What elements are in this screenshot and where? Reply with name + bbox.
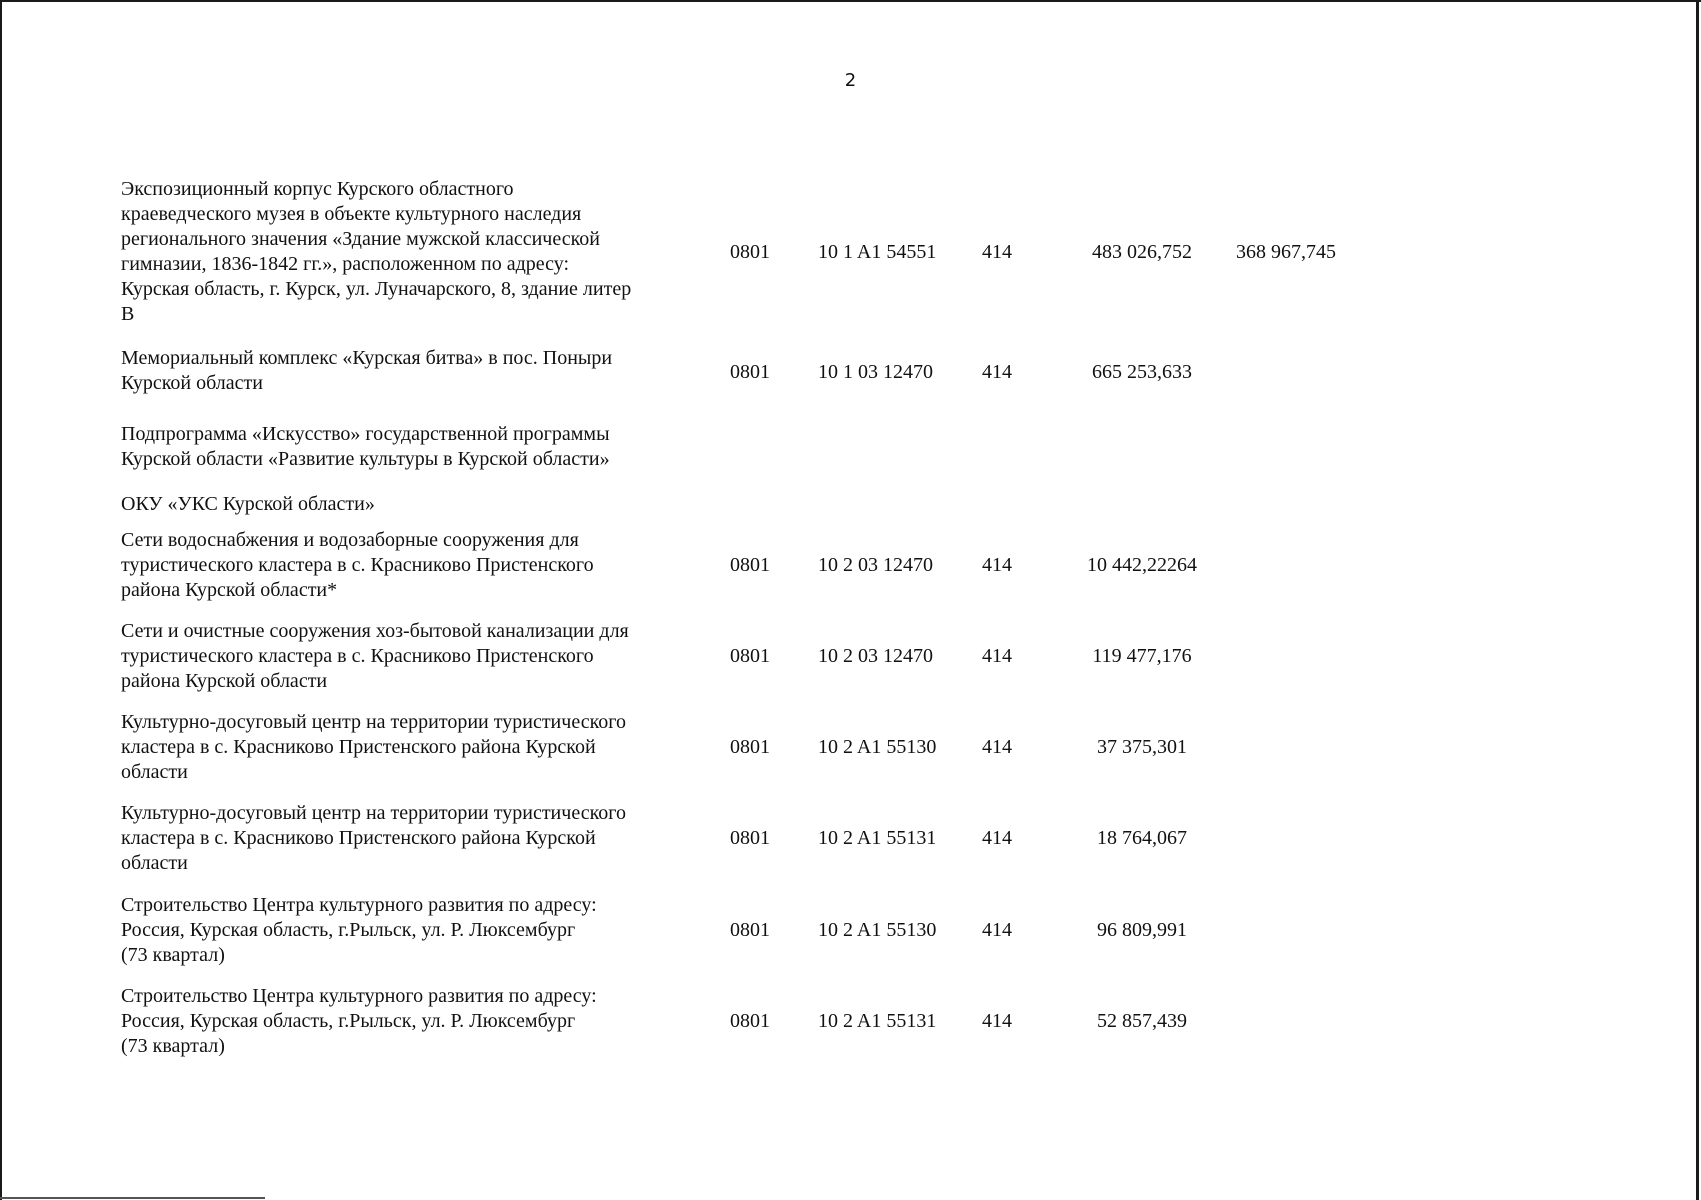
row-description: Сети водоснабжения и водозаборные сооружения для туристического кластера в с. Красниково Пристенского района Курской области* <box>121 529 594 601</box>
row-description: Мемориальный комплекс «Курская битва» в пос. Поныри Курской области <box>121 347 613 394</box>
row-section-code: 0801 <box>730 361 770 383</box>
row-expense-type: 414 <box>982 736 1012 758</box>
row-description: Культурно-досуговый центр на территории туристического кластера в с. Красниково Пристенского района Курской области <box>121 711 626 783</box>
row-expense-type: 414 <box>982 827 1012 849</box>
row-amount: 483 026,752 <box>1092 241 1192 263</box>
row-expense-type: 414 <box>982 554 1012 576</box>
row-target-article: 10 1 A1 54551 <box>818 241 937 263</box>
row-description: Культурно-досуговый центр на территории туристического кластера в с. Красниково Пристенского района Курской области <box>121 802 626 874</box>
row-target-article: 10 2 03 12470 <box>818 554 933 576</box>
row-amount: 18 764,067 <box>1097 827 1187 849</box>
row-section-code: 0801 <box>730 736 770 758</box>
row-amount-2: 368 967,745 <box>1236 241 1336 263</box>
page-number: 2 <box>844 70 857 91</box>
row-amount: 119 477,176 <box>1092 645 1192 667</box>
row-description: Строительство Центра культурного развития по адресу: Россия, Курская область, г.Рыльск, ул. Р. Люксембург (73 квартал) <box>121 894 597 966</box>
row-amount: 665 253,633 <box>1092 361 1192 383</box>
row-amount: 52 857,439 <box>1097 1010 1187 1032</box>
row-section-code: 0801 <box>730 554 770 576</box>
row-expense-type: 414 <box>982 241 1012 263</box>
row-expense-type: 414 <box>982 645 1012 667</box>
row-target-article: 10 2 A1 55130 <box>818 736 937 758</box>
row-description: ОКУ «УКС Курской области» <box>121 493 375 515</box>
row-section-code: 0801 <box>730 827 770 849</box>
row-description: Экспозиционный корпус Курского областного краеведческого музея в объекте культурного наследия регионального значения «Здание мужской классической гимназии, 1836-1842 гг.», расположенном по адресу: Курская область, г. Курск, ул. Луначарского, 8, здание литер В <box>121 178 632 325</box>
row-expense-type: 414 <box>982 919 1012 941</box>
row-amount: 96 809,991 <box>1097 919 1187 941</box>
row-description: Сети и очистные сооружения хоз-бытовой канализации для туристического кластера в с. Красниково Пристенского района Курской области <box>121 620 629 692</box>
scan-border-left <box>0 0 2 1200</box>
row-section-code: 0801 <box>730 241 770 263</box>
row-section-code: 0801 <box>730 645 770 667</box>
scan-border-bottom <box>0 1197 265 1199</box>
scan-border-right <box>1696 0 1699 1200</box>
row-section-code: 0801 <box>730 1010 770 1032</box>
row-target-article: 10 1 03 12470 <box>818 361 933 383</box>
row-target-article: 10 2 A1 55131 <box>818 827 937 849</box>
row-amount: 10 442,22264 <box>1087 554 1197 576</box>
row-target-article: 10 2 A1 55130 <box>818 919 937 941</box>
row-target-article: 10 2 03 12470 <box>818 645 933 667</box>
scan-border-top <box>0 0 1701 2</box>
row-target-article: 10 2 A1 55131 <box>818 1010 937 1032</box>
row-description: Подпрограмма «Искусство» государственной программы Курской области «Развитие культуры в Курской области» <box>121 423 610 470</box>
row-amount: 37 375,301 <box>1097 736 1187 758</box>
row-description: Строительство Центра культурного развития по адресу: Россия, Курская область, г.Рыльск, ул. Р. Люксембург (73 квартал) <box>121 985 597 1057</box>
row-section-code: 0801 <box>730 919 770 941</box>
row-expense-type: 414 <box>982 1010 1012 1032</box>
row-expense-type: 414 <box>982 361 1012 383</box>
